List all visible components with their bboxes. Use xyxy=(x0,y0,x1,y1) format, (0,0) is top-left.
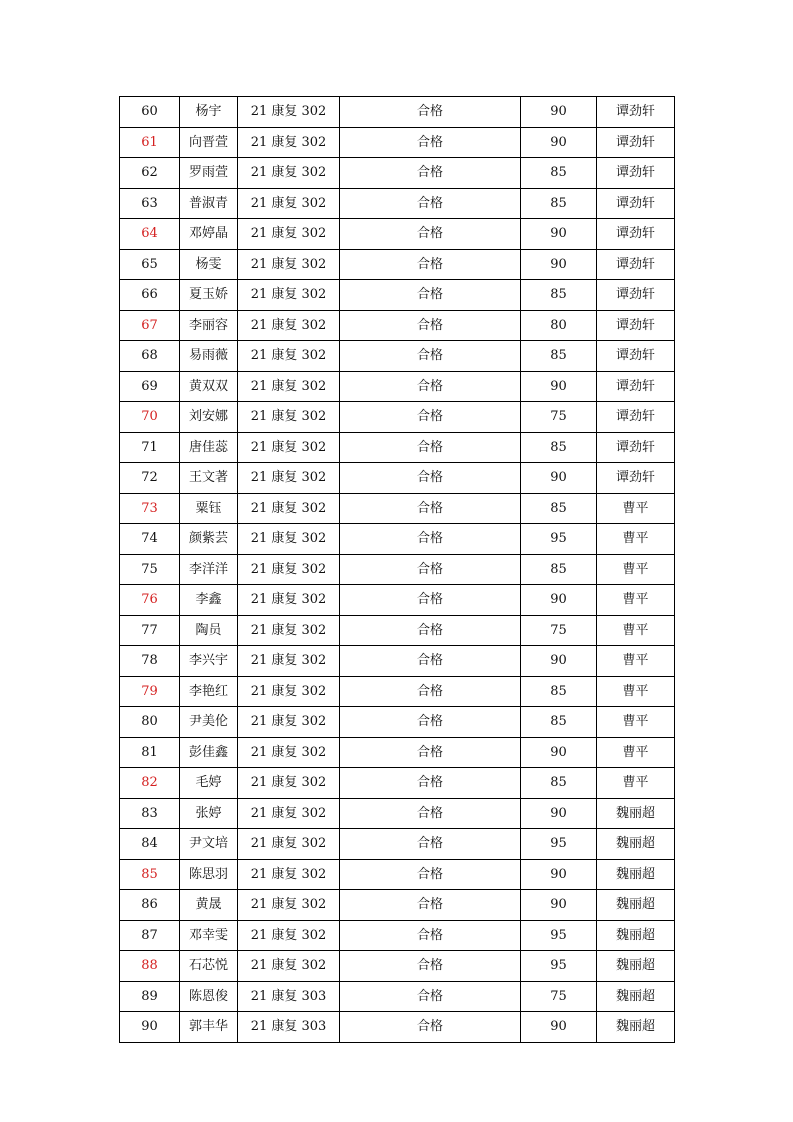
result-cell: 合格 xyxy=(340,890,521,921)
result-cell: 合格 xyxy=(340,371,521,402)
student-name-cell: 彭佳鑫 xyxy=(180,737,238,768)
teacher-cell: 谭劲轩 xyxy=(597,127,675,158)
class-cell: 21 康复 302 xyxy=(238,97,340,128)
student-name-cell: 陈恩俊 xyxy=(180,981,238,1012)
score-cell: 85 xyxy=(521,158,597,189)
student-name-cell: 李丽容 xyxy=(180,310,238,341)
row-number-cell: 66 xyxy=(120,280,180,311)
student-name-cell: 李洋洋 xyxy=(180,554,238,585)
row-number-cell: 73 xyxy=(120,493,180,524)
score-cell: 85 xyxy=(521,341,597,372)
teacher-cell: 谭劲轩 xyxy=(597,402,675,433)
student-name-cell: 王文著 xyxy=(180,463,238,494)
class-cell: 21 康复 302 xyxy=(238,646,340,677)
table-row xyxy=(120,371,675,402)
class-cell: 21 康复 302 xyxy=(238,249,340,280)
teacher-cell: 魏丽超 xyxy=(597,951,675,982)
student-name-cell: 李兴宇 xyxy=(180,646,238,677)
class-cell: 21 康复 302 xyxy=(238,951,340,982)
table-row xyxy=(120,890,675,921)
score-cell: 90 xyxy=(521,890,597,921)
table-row xyxy=(120,920,675,951)
row-number-cell: 90 xyxy=(120,1012,180,1043)
class-cell: 21 康复 302 xyxy=(238,676,340,707)
table-body xyxy=(120,97,675,1043)
score-cell: 90 xyxy=(521,463,597,494)
score-cell: 90 xyxy=(521,1012,597,1043)
row-number-cell: 75 xyxy=(120,554,180,585)
class-cell: 21 康复 302 xyxy=(238,707,340,738)
class-cell: 21 康复 302 xyxy=(238,829,340,860)
result-cell: 合格 xyxy=(340,524,521,555)
class-cell: 21 康复 302 xyxy=(238,341,340,372)
table-row xyxy=(120,676,675,707)
score-cell: 90 xyxy=(521,585,597,616)
row-number-cell: 81 xyxy=(120,737,180,768)
row-number-cell: 74 xyxy=(120,524,180,555)
result-cell: 合格 xyxy=(340,493,521,524)
student-name-cell: 李鑫 xyxy=(180,585,238,616)
table-row xyxy=(120,585,675,616)
class-cell: 21 康复 303 xyxy=(238,981,340,1012)
table-row xyxy=(120,310,675,341)
table-row xyxy=(120,402,675,433)
result-cell: 合格 xyxy=(340,585,521,616)
row-number-cell: 62 xyxy=(120,158,180,189)
table-row xyxy=(120,951,675,982)
table-row xyxy=(120,493,675,524)
score-cell: 90 xyxy=(521,249,597,280)
teacher-cell: 魏丽超 xyxy=(597,1012,675,1043)
teacher-cell: 魏丽超 xyxy=(597,920,675,951)
score-cell: 90 xyxy=(521,737,597,768)
class-cell: 21 康复 302 xyxy=(238,188,340,219)
student-name-cell: 向晋萱 xyxy=(180,127,238,158)
table-row xyxy=(120,981,675,1012)
student-name-cell: 普淑青 xyxy=(180,188,238,219)
student-name-cell: 黄双双 xyxy=(180,371,238,402)
score-cell: 95 xyxy=(521,920,597,951)
row-number-cell: 85 xyxy=(120,859,180,890)
row-number-cell: 80 xyxy=(120,707,180,738)
score-cell: 85 xyxy=(521,432,597,463)
table-row xyxy=(120,97,675,128)
teacher-cell: 谭劲轩 xyxy=(597,341,675,372)
result-cell: 合格 xyxy=(340,97,521,128)
result-cell: 合格 xyxy=(340,341,521,372)
student-name-cell: 毛婷 xyxy=(180,768,238,799)
result-cell: 合格 xyxy=(340,981,521,1012)
student-name-cell: 黄晟 xyxy=(180,890,238,921)
student-name-cell: 李艳红 xyxy=(180,676,238,707)
student-name-cell: 尹美伦 xyxy=(180,707,238,738)
score-cell: 85 xyxy=(521,554,597,585)
score-cell: 90 xyxy=(521,371,597,402)
result-cell: 合格 xyxy=(340,219,521,250)
teacher-cell: 曹平 xyxy=(597,615,675,646)
row-number-cell: 88 xyxy=(120,951,180,982)
teacher-cell: 谭劲轩 xyxy=(597,432,675,463)
result-cell: 合格 xyxy=(340,463,521,494)
table-row xyxy=(120,1012,675,1043)
table-row xyxy=(120,463,675,494)
result-cell: 合格 xyxy=(340,554,521,585)
result-cell: 合格 xyxy=(340,615,521,646)
score-cell: 95 xyxy=(521,951,597,982)
table-row xyxy=(120,249,675,280)
teacher-cell: 谭劲轩 xyxy=(597,463,675,494)
row-number-cell: 68 xyxy=(120,341,180,372)
student-name-cell: 邓幸雯 xyxy=(180,920,238,951)
score-cell: 90 xyxy=(521,798,597,829)
teacher-cell: 谭劲轩 xyxy=(597,371,675,402)
class-cell: 21 康复 302 xyxy=(238,463,340,494)
result-cell: 合格 xyxy=(340,951,521,982)
row-number-cell: 63 xyxy=(120,188,180,219)
result-cell: 合格 xyxy=(340,127,521,158)
table-row xyxy=(120,280,675,311)
table-row xyxy=(120,432,675,463)
row-number-cell: 86 xyxy=(120,890,180,921)
row-number-cell: 82 xyxy=(120,768,180,799)
score-cell: 75 xyxy=(521,615,597,646)
result-cell: 合格 xyxy=(340,768,521,799)
score-cell: 85 xyxy=(521,280,597,311)
table-row xyxy=(120,737,675,768)
score-cell: 90 xyxy=(521,127,597,158)
table-row xyxy=(120,615,675,646)
table-row xyxy=(120,707,675,738)
table-row xyxy=(120,859,675,890)
result-cell: 合格 xyxy=(340,188,521,219)
class-cell: 21 康复 302 xyxy=(238,554,340,585)
teacher-cell: 谭劲轩 xyxy=(597,280,675,311)
student-name-cell: 粟钰 xyxy=(180,493,238,524)
student-name-cell: 石芯悦 xyxy=(180,951,238,982)
row-number-cell: 77 xyxy=(120,615,180,646)
row-number-cell: 76 xyxy=(120,585,180,616)
teacher-cell: 魏丽超 xyxy=(597,829,675,860)
score-cell: 90 xyxy=(521,97,597,128)
student-name-cell: 陶员 xyxy=(180,615,238,646)
student-name-cell: 易雨薇 xyxy=(180,341,238,372)
teacher-cell: 曹平 xyxy=(597,676,675,707)
result-cell: 合格 xyxy=(340,798,521,829)
class-cell: 21 康复 302 xyxy=(238,859,340,890)
result-cell: 合格 xyxy=(340,707,521,738)
row-number-cell: 87 xyxy=(120,920,180,951)
row-number-cell: 67 xyxy=(120,310,180,341)
score-cell: 85 xyxy=(521,188,597,219)
score-cell: 90 xyxy=(521,219,597,250)
row-number-cell: 64 xyxy=(120,219,180,250)
teacher-cell: 魏丽超 xyxy=(597,798,675,829)
class-cell: 21 康复 302 xyxy=(238,219,340,250)
class-cell: 21 康复 302 xyxy=(238,371,340,402)
row-number-cell: 69 xyxy=(120,371,180,402)
student-name-cell: 郭丰华 xyxy=(180,1012,238,1043)
class-cell: 21 康复 302 xyxy=(238,524,340,555)
teacher-cell: 谭劲轩 xyxy=(597,249,675,280)
result-cell: 合格 xyxy=(340,859,521,890)
student-name-cell: 杨雯 xyxy=(180,249,238,280)
teacher-cell: 谭劲轩 xyxy=(597,158,675,189)
row-number-cell: 60 xyxy=(120,97,180,128)
teacher-cell: 魏丽超 xyxy=(597,981,675,1012)
student-name-cell: 杨宇 xyxy=(180,97,238,128)
student-name-cell: 尹文培 xyxy=(180,829,238,860)
class-cell: 21 康复 302 xyxy=(238,432,340,463)
result-cell: 合格 xyxy=(340,310,521,341)
table-row xyxy=(120,798,675,829)
class-cell: 21 康复 303 xyxy=(238,1012,340,1043)
teacher-cell: 魏丽超 xyxy=(597,859,675,890)
student-name-cell: 唐佳蕊 xyxy=(180,432,238,463)
teacher-cell: 曹平 xyxy=(597,554,675,585)
teacher-cell: 曹平 xyxy=(597,737,675,768)
row-number-cell: 70 xyxy=(120,402,180,433)
result-cell: 合格 xyxy=(340,646,521,677)
class-cell: 21 康复 302 xyxy=(238,402,340,433)
score-cell: 80 xyxy=(521,310,597,341)
result-cell: 合格 xyxy=(340,829,521,860)
teacher-cell: 谭劲轩 xyxy=(597,97,675,128)
score-cell: 85 xyxy=(521,707,597,738)
student-name-cell: 刘安娜 xyxy=(180,402,238,433)
result-cell: 合格 xyxy=(340,432,521,463)
table-row xyxy=(120,127,675,158)
row-number-cell: 72 xyxy=(120,463,180,494)
teacher-cell: 谭劲轩 xyxy=(597,310,675,341)
student-name-cell: 陈思羽 xyxy=(180,859,238,890)
row-number-cell: 71 xyxy=(120,432,180,463)
result-cell: 合格 xyxy=(340,1012,521,1043)
score-cell: 85 xyxy=(521,768,597,799)
result-cell: 合格 xyxy=(340,676,521,707)
class-cell: 21 康复 302 xyxy=(238,798,340,829)
score-cell: 75 xyxy=(521,981,597,1012)
score-cell: 90 xyxy=(521,859,597,890)
class-cell: 21 康复 302 xyxy=(238,920,340,951)
row-number-cell: 89 xyxy=(120,981,180,1012)
row-number-cell: 65 xyxy=(120,249,180,280)
score-cell: 95 xyxy=(521,524,597,555)
result-cell: 合格 xyxy=(340,920,521,951)
table-row xyxy=(120,524,675,555)
teacher-cell: 曹平 xyxy=(597,493,675,524)
result-cell: 合格 xyxy=(340,280,521,311)
result-cell: 合格 xyxy=(340,737,521,768)
class-cell: 21 康复 302 xyxy=(238,493,340,524)
class-cell: 21 康复 302 xyxy=(238,127,340,158)
result-cell: 合格 xyxy=(340,249,521,280)
class-cell: 21 康复 302 xyxy=(238,310,340,341)
table-row xyxy=(120,188,675,219)
table-row xyxy=(120,768,675,799)
student-results-table xyxy=(119,96,675,1043)
table-row xyxy=(120,554,675,585)
score-cell: 85 xyxy=(521,493,597,524)
score-cell: 90 xyxy=(521,646,597,677)
teacher-cell: 谭劲轩 xyxy=(597,219,675,250)
teacher-cell: 曹平 xyxy=(597,585,675,616)
student-name-cell: 罗雨萱 xyxy=(180,158,238,189)
class-cell: 21 康复 302 xyxy=(238,585,340,616)
table-row xyxy=(120,646,675,677)
teacher-cell: 曹平 xyxy=(597,707,675,738)
class-cell: 21 康复 302 xyxy=(238,737,340,768)
row-number-cell: 79 xyxy=(120,676,180,707)
row-number-cell: 84 xyxy=(120,829,180,860)
class-cell: 21 康复 302 xyxy=(238,890,340,921)
score-cell: 95 xyxy=(521,829,597,860)
student-name-cell: 夏玉娇 xyxy=(180,280,238,311)
teacher-cell: 曹平 xyxy=(597,646,675,677)
score-cell: 85 xyxy=(521,676,597,707)
table-row xyxy=(120,341,675,372)
row-number-cell: 61 xyxy=(120,127,180,158)
result-cell: 合格 xyxy=(340,402,521,433)
score-cell: 75 xyxy=(521,402,597,433)
teacher-cell: 曹平 xyxy=(597,524,675,555)
result-cell: 合格 xyxy=(340,158,521,189)
class-cell: 21 康复 302 xyxy=(238,768,340,799)
student-name-cell: 张婷 xyxy=(180,798,238,829)
class-cell: 21 康复 302 xyxy=(238,615,340,646)
table-row xyxy=(120,829,675,860)
teacher-cell: 魏丽超 xyxy=(597,890,675,921)
class-cell: 21 康复 302 xyxy=(238,280,340,311)
student-name-cell: 邓婷晶 xyxy=(180,219,238,250)
teacher-cell: 谭劲轩 xyxy=(597,188,675,219)
table-row xyxy=(120,158,675,189)
student-name-cell: 颜紫芸 xyxy=(180,524,238,555)
row-number-cell: 83 xyxy=(120,798,180,829)
row-number-cell: 78 xyxy=(120,646,180,677)
teacher-cell: 曹平 xyxy=(597,768,675,799)
class-cell: 21 康复 302 xyxy=(238,158,340,189)
table-row xyxy=(120,219,675,250)
